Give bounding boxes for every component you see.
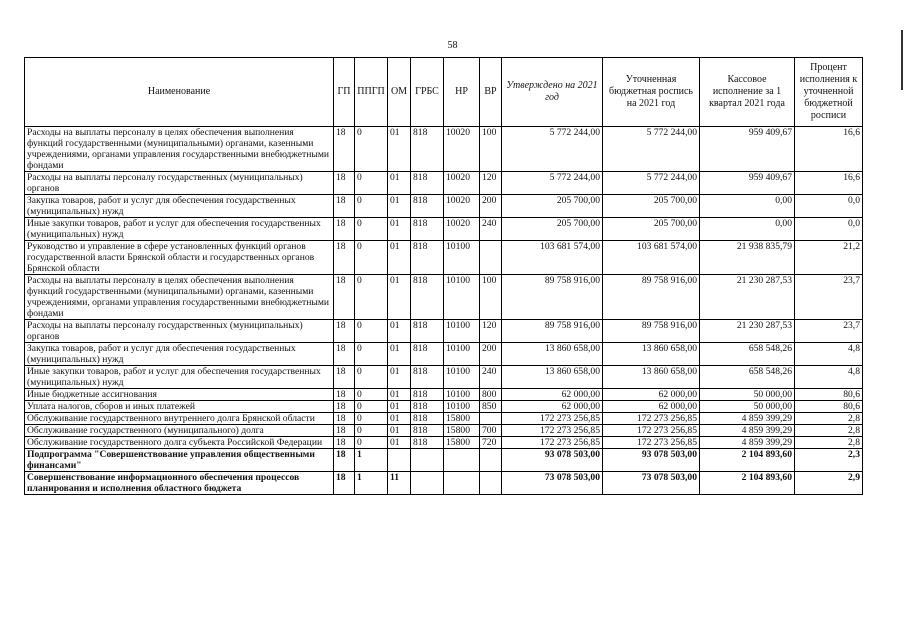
cell-approved: 73 078 503,00 [502, 472, 603, 495]
cell-om: 01 [388, 425, 411, 437]
cell-approved: 205 700,00 [502, 218, 603, 241]
cell-vr: 240 [480, 218, 502, 241]
cell-grbs: 818 [411, 172, 444, 195]
cell-np: 10100 [444, 320, 480, 343]
cell-vr: 120 [480, 320, 502, 343]
cell-np: 10020 [444, 218, 480, 241]
cell-percent: 23,7 [795, 275, 863, 320]
cell-ppgp: 0 [355, 195, 388, 218]
table-row [25, 437, 863, 449]
table-row [25, 172, 863, 195]
cell-ppgp: 1 [355, 472, 388, 495]
table-header-row [25, 58, 863, 127]
cell-cash: 50 000,00 [700, 401, 795, 413]
cell-name: Подпрограмма "Совершенствование управления общественными финансами" [25, 449, 334, 472]
cell-gp: 18 [334, 195, 355, 218]
cell-name: Закупка товаров, работ и услуг для обеспечения государственных (муниципальных) нужд [25, 343, 334, 366]
cell-ppgp: 0 [355, 425, 388, 437]
cell-ppgp: 0 [355, 437, 388, 449]
cell-name: Расходы на выплаты персоналу в целях обеспечения выполнения функций государственными (муниципальными) органами, казенными учреждениями, органами управления государственными внебюджетными фондами [25, 275, 334, 320]
header-grbs: ГРБС [411, 58, 444, 127]
cell-approved: 172 273 256,85 [502, 413, 603, 425]
cell-om: 01 [388, 437, 411, 449]
cell-gp: 18 [334, 172, 355, 195]
cell-grbs: 818 [411, 241, 444, 275]
header-vr: ВР [480, 58, 502, 127]
cell-revised: 62 000,00 [603, 401, 700, 413]
cell-approved: 172 273 256,85 [502, 425, 603, 437]
cell-vr: 200 [480, 195, 502, 218]
cell-approved: 5 772 244,00 [502, 127, 603, 172]
cell-np [444, 449, 480, 472]
cell-name: Иные закупки товаров, работ и услуг для обеспечения государственных (муниципальных) нужд [25, 366, 334, 389]
cell-percent: 23,7 [795, 320, 863, 343]
header-name: Наименование [25, 58, 334, 127]
cell-name: Обслуживание государственного внутреннего долга Брянской области [25, 413, 334, 425]
cell-approved: 62 000,00 [502, 401, 603, 413]
cell-np: 10020 [444, 195, 480, 218]
cell-vr: 720 [480, 437, 502, 449]
cell-np: 10100 [444, 389, 480, 401]
cell-om: 01 [388, 366, 411, 389]
table-row [25, 241, 863, 275]
cell-percent: 0,0 [795, 218, 863, 241]
table-row [25, 425, 863, 437]
cell-ppgp: 0 [355, 389, 388, 401]
cell-cash: 959 409,67 [700, 172, 795, 195]
cell-name: Иные бюджетные ассигнования [25, 389, 334, 401]
table-row [25, 275, 863, 320]
cell-cash: 2 104 893,60 [700, 472, 795, 495]
cell-revised: 93 078 503,00 [603, 449, 700, 472]
cell-revised: 172 273 256,85 [603, 413, 700, 425]
cell-vr [480, 472, 502, 495]
cell-revised: 5 772 244,00 [603, 172, 700, 195]
cell-cash: 0,00 [700, 195, 795, 218]
cell-revised: 205 700,00 [603, 195, 700, 218]
cell-grbs: 818 [411, 366, 444, 389]
cell-om: 01 [388, 218, 411, 241]
header-om: ОМ [388, 58, 411, 127]
cell-om: 01 [388, 320, 411, 343]
cell-vr [480, 241, 502, 275]
table-row [25, 320, 863, 343]
cell-approved: 13 860 658,00 [502, 343, 603, 366]
cell-np: 10100 [444, 366, 480, 389]
cell-om: 01 [388, 413, 411, 425]
cell-cash: 4 859 399,29 [700, 413, 795, 425]
cell-cash: 21 230 287,53 [700, 320, 795, 343]
cell-gp: 18 [334, 472, 355, 495]
budget-table [24, 57, 863, 495]
cell-percent: 80,6 [795, 389, 863, 401]
cell-percent: 16,6 [795, 172, 863, 195]
cell-gp: 18 [334, 241, 355, 275]
header-approved: Утверждено на 2021 год [502, 58, 603, 127]
cell-cash: 21 938 835,79 [700, 241, 795, 275]
cell-np: 10100 [444, 401, 480, 413]
cell-vr: 850 [480, 401, 502, 413]
cell-om: 01 [388, 401, 411, 413]
cell-ppgp: 0 [355, 275, 388, 320]
cell-ppgp: 0 [355, 241, 388, 275]
cell-gp: 18 [334, 401, 355, 413]
cell-grbs: 818 [411, 389, 444, 401]
cell-name: Иные закупки товаров, работ и услуг для обеспечения государственных (муниципальных) нужд [25, 218, 334, 241]
cell-vr: 240 [480, 366, 502, 389]
table-row [25, 343, 863, 366]
table-row [25, 218, 863, 241]
cell-gp: 18 [334, 425, 355, 437]
cell-percent: 16,6 [795, 127, 863, 172]
cell-percent: 80,6 [795, 401, 863, 413]
cell-revised: 172 273 256,85 [603, 437, 700, 449]
header-np: НР [444, 58, 480, 127]
cell-percent: 0,0 [795, 195, 863, 218]
cell-grbs: 818 [411, 425, 444, 437]
cell-vr: 800 [480, 389, 502, 401]
cell-grbs: 818 [411, 413, 444, 425]
cell-gp: 18 [334, 437, 355, 449]
table-row [25, 127, 863, 172]
cell-revised: 5 772 244,00 [603, 127, 700, 172]
cell-name: Обслуживание государственного долга субъекта Российской Федерации [25, 437, 334, 449]
cell-cash: 4 859 399,29 [700, 437, 795, 449]
header-percent: Процент исполнения к уточненной бюджетной росписи [795, 58, 863, 127]
cell-percent: 2,9 [795, 472, 863, 495]
cell-approved: 13 860 658,00 [502, 366, 603, 389]
cell-om: 01 [388, 195, 411, 218]
cell-om: 01 [388, 389, 411, 401]
table-row [25, 195, 863, 218]
header-ppgp: ППГП [355, 58, 388, 127]
cell-approved: 205 700,00 [502, 195, 603, 218]
cell-percent: 2,8 [795, 425, 863, 437]
cell-revised: 62 000,00 [603, 389, 700, 401]
cell-name: Расходы на выплаты персоналу государственных (муниципальных) органов [25, 172, 334, 195]
cell-om: 01 [388, 172, 411, 195]
cell-gp: 18 [334, 127, 355, 172]
cell-vr: 100 [480, 275, 502, 320]
cell-approved: 89 758 916,00 [502, 320, 603, 343]
table-row [25, 389, 863, 401]
cell-grbs: 818 [411, 218, 444, 241]
cell-cash: 658 548,26 [700, 343, 795, 366]
cell-grbs: 818 [411, 401, 444, 413]
cell-name: Расходы на выплаты персоналу в целях обеспечения выполнения функций государственными (муниципальными) органами, казенными учреждениями, органами управления государственными внебюджетными фондами [25, 127, 334, 172]
cell-revised: 13 860 658,00 [603, 366, 700, 389]
cell-ppgp: 0 [355, 366, 388, 389]
cell-om: 01 [388, 343, 411, 366]
cell-np: 15800 [444, 437, 480, 449]
cell-approved: 5 772 244,00 [502, 172, 603, 195]
cell-percent: 2,8 [795, 413, 863, 425]
header-revised: Уточненная бюджетная роспись на 2021 год [603, 58, 700, 127]
cell-percent: 4,8 [795, 343, 863, 366]
cell-grbs: 818 [411, 195, 444, 218]
cell-grbs [411, 472, 444, 495]
cell-approved: 172 273 256,85 [502, 437, 603, 449]
page-number: 58 [447, 40, 458, 51]
cell-vr: 120 [480, 172, 502, 195]
cell-ppgp: 0 [355, 413, 388, 425]
cell-approved: 93 078 503,00 [502, 449, 603, 472]
cell-np: 15800 [444, 413, 480, 425]
cell-ppgp: 0 [355, 172, 388, 195]
cell-gp: 18 [334, 218, 355, 241]
cell-gp: 18 [334, 275, 355, 320]
cell-vr [480, 413, 502, 425]
cell-np: 15800 [444, 425, 480, 437]
cell-np: 10020 [444, 127, 480, 172]
cell-percent: 21,2 [795, 241, 863, 275]
cell-cash: 2 104 893,60 [700, 449, 795, 472]
cell-om: 01 [388, 127, 411, 172]
cell-vr: 100 [480, 127, 502, 172]
cell-name: Уплата налогов, сборов и иных платежей [25, 401, 334, 413]
cell-gp: 18 [334, 389, 355, 401]
cell-revised: 89 758 916,00 [603, 320, 700, 343]
cell-approved: 62 000,00 [502, 389, 603, 401]
cell-np: 10020 [444, 172, 480, 195]
cell-cash: 4 859 399,29 [700, 425, 795, 437]
cell-revised: 89 758 916,00 [603, 275, 700, 320]
cell-grbs: 818 [411, 437, 444, 449]
cell-revised: 172 273 256,85 [603, 425, 700, 437]
table-row [25, 449, 863, 472]
cell-revised: 103 681 574,00 [603, 241, 700, 275]
table-row [25, 413, 863, 425]
cell-om: 01 [388, 275, 411, 320]
cell-np: 10100 [444, 343, 480, 366]
cell-revised: 13 860 658,00 [603, 343, 700, 366]
cell-ppgp: 0 [355, 343, 388, 366]
cell-approved: 103 681 574,00 [502, 241, 603, 275]
cell-om: 11 [388, 472, 411, 495]
cell-ppgp: 0 [355, 127, 388, 172]
table-row [25, 401, 863, 413]
cell-grbs: 818 [411, 320, 444, 343]
cell-gp: 18 [334, 343, 355, 366]
cell-cash: 959 409,67 [700, 127, 795, 172]
cell-revised: 205 700,00 [603, 218, 700, 241]
cell-vr [480, 449, 502, 472]
cell-vr: 700 [480, 425, 502, 437]
cell-name: Обслуживание государственного (муниципального) долга [25, 425, 334, 437]
cell-vr: 200 [480, 343, 502, 366]
cell-ppgp: 0 [355, 401, 388, 413]
table-row [25, 472, 863, 495]
cell-cash: 21 230 287,53 [700, 275, 795, 320]
table-body [25, 127, 863, 495]
cell-ppgp: 0 [355, 320, 388, 343]
cell-grbs: 818 [411, 343, 444, 366]
cell-cash: 50 000,00 [700, 389, 795, 401]
table-row [25, 366, 863, 389]
cell-approved: 89 758 916,00 [502, 275, 603, 320]
header-cash: Кассовое исполнение за 1 квартал 2021 года [700, 58, 795, 127]
cell-om [388, 449, 411, 472]
cell-om: 01 [388, 241, 411, 275]
cell-np: 10100 [444, 241, 480, 275]
cell-gp: 18 [334, 320, 355, 343]
cell-revised: 73 078 503,00 [603, 472, 700, 495]
cell-gp: 18 [334, 413, 355, 425]
cell-gp: 18 [334, 449, 355, 472]
cell-np: 10100 [444, 275, 480, 320]
cell-percent: 4,8 [795, 366, 863, 389]
cell-name: Руководство и управление в сфере установленных функций органов государственной власти Брянской области и государственных органов Брянской области [25, 241, 334, 275]
cell-gp: 18 [334, 366, 355, 389]
cell-cash: 658 548,26 [700, 366, 795, 389]
cell-grbs [411, 449, 444, 472]
cell-np [444, 472, 480, 495]
cell-cash: 0,00 [700, 218, 795, 241]
cell-percent: 2,8 [795, 437, 863, 449]
cell-name: Расходы на выплаты персоналу государственных (муниципальных) органов [25, 320, 334, 343]
cell-name: Закупка товаров, работ и услуг для обеспечения государственных (муниципальных) нужд [25, 195, 334, 218]
page-edge-line [901, 30, 903, 90]
cell-ppgp: 1 [355, 449, 388, 472]
cell-grbs: 818 [411, 275, 444, 320]
cell-name: Совершенствование информационного обеспечения процессов планирования и исполнения областного бюджета [25, 472, 334, 495]
cell-percent: 2,3 [795, 449, 863, 472]
cell-grbs: 818 [411, 127, 444, 172]
header-gp: ГП [334, 58, 355, 127]
cell-ppgp: 0 [355, 218, 388, 241]
